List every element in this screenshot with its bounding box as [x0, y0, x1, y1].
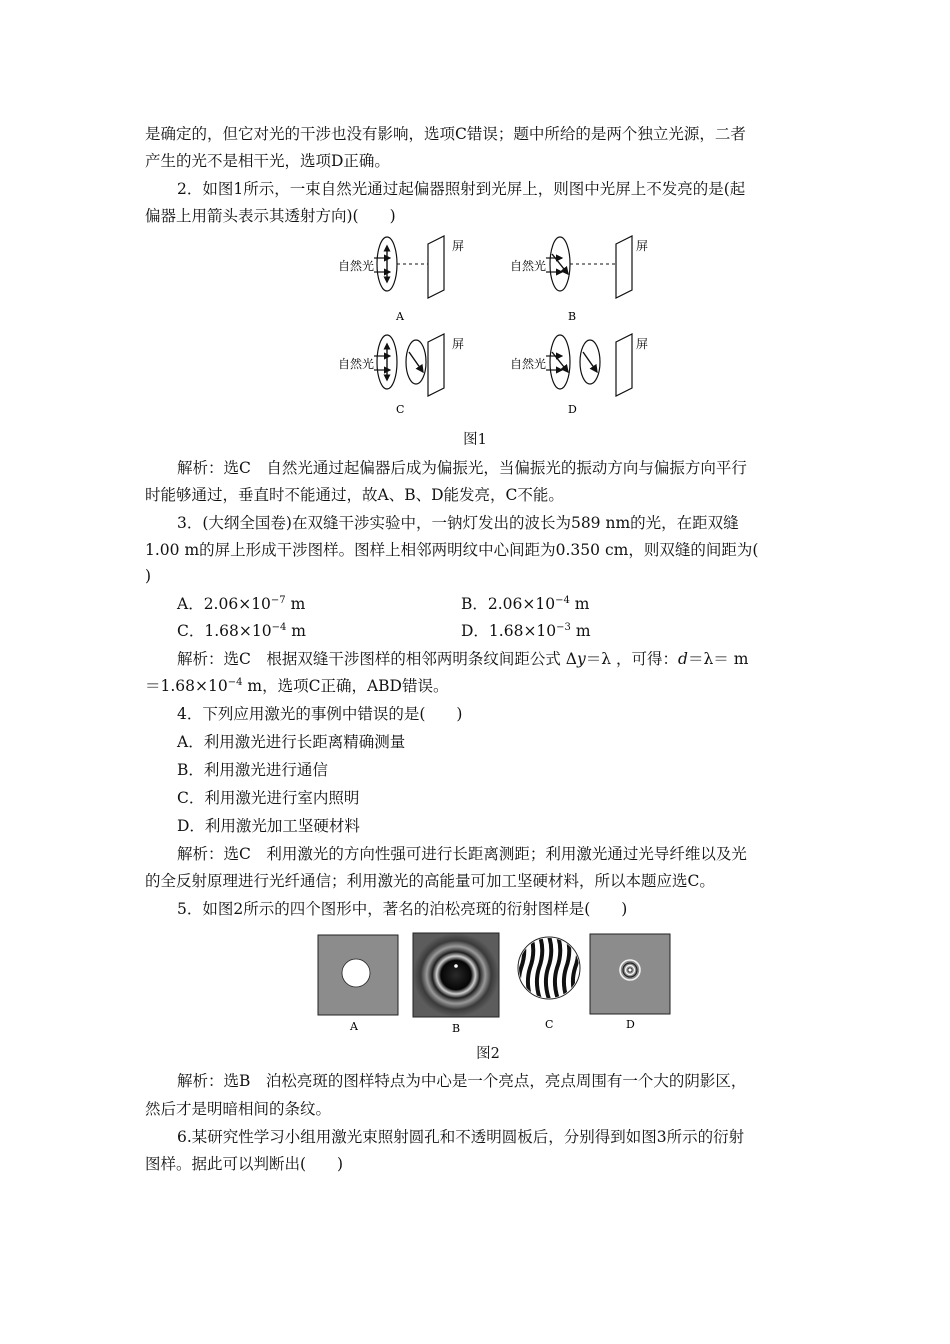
screen-shape — [616, 236, 632, 298]
option-c: C．利用激光进行室内照明 — [177, 789, 360, 807]
option-a: A．利用激光进行长距离精确测量 — [177, 733, 406, 751]
screen-shape — [428, 334, 444, 396]
text-line: 产生的光不是相干光，选项D正确。 — [145, 152, 390, 170]
option-d: D．利用激光加工坚硬材料 — [177, 817, 360, 835]
panel-label: C — [396, 403, 405, 416]
screen-label: 屏 — [452, 337, 465, 351]
figure-2-panel-d — [590, 934, 670, 1031]
figure-2-panel-b — [413, 933, 499, 1035]
analyzer-arrow — [409, 352, 423, 372]
panel-label: B — [568, 310, 577, 323]
panel-label: C — [545, 1018, 554, 1031]
screen-label: 屏 — [636, 337, 649, 351]
figure-1-caption: 图1 — [463, 432, 487, 448]
question-2-stem-cont: 偏器上用箭头表示其透射方向)( ) — [145, 207, 396, 225]
screen-shape — [616, 334, 632, 396]
natural-light-label: 自然光 — [510, 357, 547, 371]
figure-2-panel-a — [318, 935, 398, 1033]
option-c: C．$1.68\times 10^{-4}$ m — [177, 622, 306, 640]
question-3-stem-cont: 1.00 m的屏上形成干涉图样。图样上相邻两明纹中心间距为0.350 cm，则双缝的间距为( — [145, 541, 759, 559]
solution-4: 解析：选C 利用激光的方向性强可进行长距离测距；利用激光通过光导纤维以及光 — [177, 845, 747, 863]
question-6-stem: 6.某研究性学习小组用激光束照射圆孔和不透明圆板后，分别得到如图3所示的衍射 — [177, 1128, 745, 1146]
analyzer-arrow — [583, 352, 597, 372]
question-3-stem-end: ) — [145, 567, 152, 585]
solution-2-cont: 时能够通过，垂直时不能通过，故A、B、D能发亮，C不能。 — [145, 486, 564, 504]
panel-label: D — [626, 1018, 635, 1031]
transmission-arrow — [552, 352, 568, 372]
bright-hole — [342, 959, 370, 987]
figure-1-polarizer-diagram — [330, 230, 660, 425]
question-2-stem: 2．如图1所示，一束自然光通过起偏器照射到光屏上，则图中光屏上不发亮的是(起 — [177, 180, 746, 198]
option-d: D．$1.68\times 10^{-3}$ m — [461, 622, 591, 640]
natural-light-label: 自然光 — [338, 259, 375, 273]
question-3-stem: 3．(大纲全国卷)在双缝干涉实验中，一钠灯发出的波长为589 nm的光，在距双缝 — [177, 514, 739, 532]
screen-label: 屏 — [636, 239, 649, 253]
question-5-stem: 5．如图2所示的四个图形中，著名的泊松亮斑的衍射图样是( ) — [177, 900, 628, 918]
figure-2-diffraction-patterns — [312, 928, 677, 1038]
solution-3-cont: $=1.68\times 10^{-4}$ m，选项C正确，ABD错误。 — [145, 677, 449, 695]
natural-light-label: 自然光 — [338, 357, 375, 371]
screen-shape — [428, 236, 444, 298]
figure-2-panel-c — [518, 936, 580, 1031]
screen-label: 屏 — [452, 239, 465, 253]
question-6-stem-cont: 图样。据此可以判断出( ) — [145, 1155, 344, 1173]
option-a: A．$2.06\times 10^{-7}$ m — [177, 595, 306, 613]
option-b: B．利用激光进行通信 — [177, 761, 328, 779]
poisson-bright-spot — [454, 964, 458, 968]
panel-label: B — [452, 1022, 461, 1035]
solution-4-cont: 的全反射原理进行光纤通信；利用激光的高能量可加工坚硬材料，所以本题应选C。 — [145, 872, 715, 890]
question-4-stem: 4．下列应用激光的事例中错误的是( ) — [177, 705, 463, 723]
solution-2: 解析：选C 自然光通过起偏器后成为偏振光，当偏振光的振动方向与偏振方向平行 — [177, 459, 747, 477]
transmission-arrow — [552, 254, 568, 274]
solution-5: 解析：选B 泊松亮斑的图样特点为中心是一个亮点，亮点周围有一个大的阴影区， — [177, 1072, 747, 1090]
panel-label: D — [568, 403, 577, 416]
figure-1-panel-c — [338, 334, 464, 416]
text-line: 是确定的，但它对光的干涉也没有影响，选项C错误；题中所给的是两个独立光源，二者 — [145, 125, 746, 143]
figure-2-caption: 图2 — [476, 1046, 500, 1062]
figure-1-panel-a — [338, 236, 464, 323]
figure-1-panel-b — [510, 236, 648, 323]
figure-1-panel-d — [510, 334, 648, 416]
panel-label: A — [396, 310, 404, 323]
panel-label: A — [350, 1020, 358, 1033]
solution-3: 解析：选C 根据双缝干涉图样的相邻两明条纹间距公式 Δy＝λ ，可得：d＝λ＝ m — [177, 650, 749, 668]
solution-5-cont: 然后才是明暗相间的条纹。 — [145, 1100, 332, 1118]
natural-light-label: 自然光 — [510, 259, 547, 273]
option-b: B．$2.06\times 10^{-4}$ m — [461, 595, 590, 613]
